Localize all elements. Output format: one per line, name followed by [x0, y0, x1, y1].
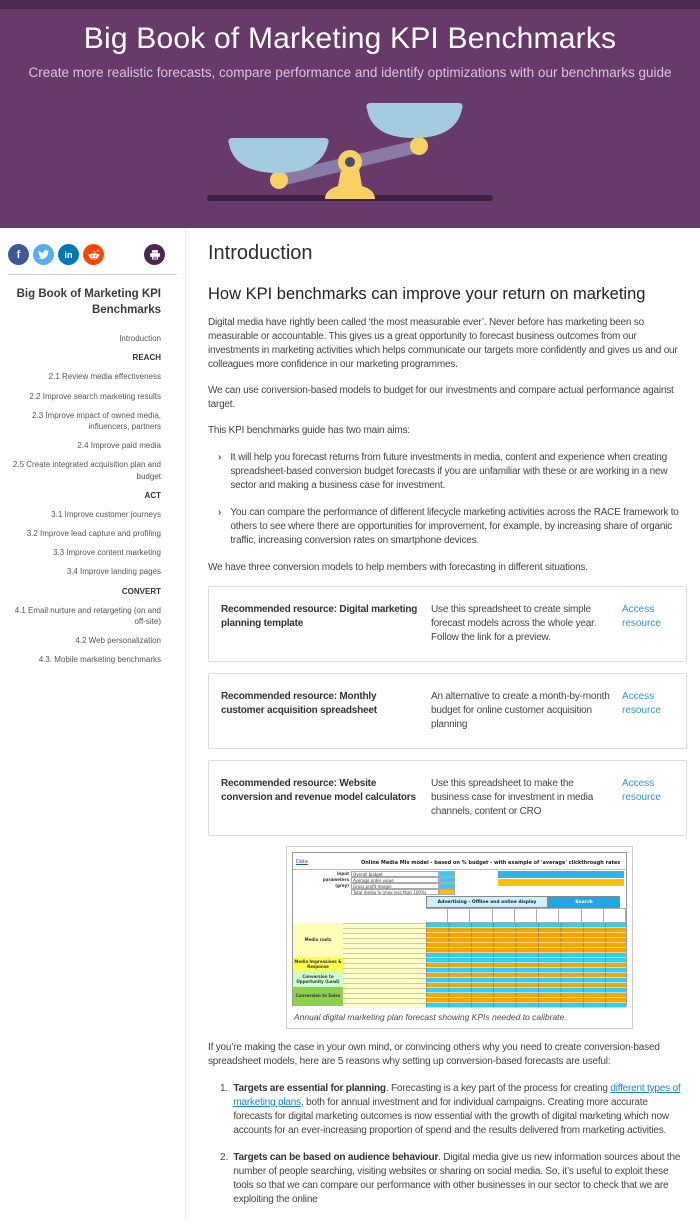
page-subtitle: Create more realistic forecasts, compare performance and identify optimizations with our benchmarks guide: [28, 65, 672, 80]
sidebar-divider: [8, 274, 177, 275]
chevron-right-icon: ›: [218, 452, 222, 463]
access-resource-link[interactable]: Access resource: [622, 691, 661, 716]
table-of-contents: [8, 333, 185, 666]
figure-caption: Annual digital marketing plan forecast showing KPIs needed to calibrate.: [294, 1012, 567, 1022]
sheet-row-labels-column: [343, 923, 426, 1008]
reasons-list: [208, 1082, 687, 1207]
content-area: [0, 228, 700, 1220]
sheet-input-parameters: Input Overall budget parameters Average order value (grey) Gross profit margin Total media % (max less than 100%): [301, 871, 626, 895]
linkedin-share-icon[interactable]: in: [58, 244, 79, 265]
share-toolbar: [8, 244, 185, 265]
paragraph-models: We can use conversion-based models to budget for our investments and compare actual performance against target.: [208, 385, 674, 410]
print-button[interactable]: [144, 244, 165, 265]
resource-description: Use this spreadsheet to create simple forecast models across the whole year. Follow the link for a preview.: [431, 604, 597, 643]
twitter-share-icon[interactable]: [33, 244, 54, 265]
chevron-right-icon: ›: [218, 507, 222, 518]
list-item: 1. Targets are essential for planning. Forecasting is a key part of the process for creating different types of marketing plans, both for annual investment and for individual campaigns. Creating more accurate forecasts for digital marketing outcomes is now essential with the growth of digital marketing which now accounts for an ever-increasing proportion of spend and the results delivered from marketing activities.: [220, 1083, 681, 1136]
reddit-share-icon[interactable]: [83, 244, 104, 265]
sheet-group-opportunity: Conversion to Opportunity (Lead): [293, 972, 343, 987]
resource-title: Recommended resource: Digital marketing planning template: [221, 604, 418, 629]
aim-item: › You can compare the performance of different lifecycle marketing activities across the RACE framework to others to see where there are opportunities for improvement, for example, by increasing share of organic traffic, increasing conversion rates on smartphone devices.: [218, 507, 679, 546]
paragraph-three-models: We have three conversion models to help members with forecasting in different situations.: [208, 562, 588, 573]
marketing-plans-link[interactable]: different types of marketing plans: [233, 1083, 681, 1108]
paragraph-aims-lead: This KPI benchmarks guide has two main aims:: [208, 425, 410, 436]
toc-section-act[interactable]: ACT: [144, 490, 161, 500]
balance-scale-illustration: [205, 96, 495, 211]
sheet-column-headers: [426, 908, 626, 923]
article-heading: Introduction: [208, 242, 313, 264]
sheet-data-link: Data: [296, 859, 308, 865]
aims-list: [208, 451, 687, 548]
resource-card-digital-planning: [208, 586, 687, 662]
toc-item-2-4[interactable]: 2.4 Improve paid media: [77, 441, 161, 451]
sheet-data-cells: [426, 923, 626, 1008]
resource-title: Recommended resource: Website conversion and revenue model calculators: [221, 778, 416, 803]
main-article: [186, 228, 700, 1220]
paragraph-five-reasons: If you’re making the case in your own mind, or convincing others why you need to create conversion-based spreadsheet models, here are 5 reasons why setting up conversion-based forecasts are useful:: [208, 1042, 660, 1067]
toc-section-reach[interactable]: REACH: [132, 353, 161, 363]
toc-section-convert[interactable]: CONVERT: [121, 586, 161, 596]
toc-item-4-2[interactable]: 4.2 Web personalization: [75, 636, 161, 646]
toc-item-4-3[interactable]: 4.3. Mobile marketing benchmarks: [38, 655, 161, 665]
media-mix-model-spreadsheet: [292, 852, 627, 1006]
access-resource-link[interactable]: Access resource: [622, 604, 661, 629]
toc-item-4-1[interactable]: 4.1 Email nurture and retargeting (on and off-site): [14, 605, 161, 627]
page-title: Big Book of Marketing KPI Benchmarks: [83, 22, 617, 55]
header-banner: [0, 0, 700, 228]
paragraph-intro: Digital media have rightly been called ‘the most measurable ever’. Never before has marketing been so measurable or accountable. This gives us a great opportunity to forecast business outcomes from our investments in marketing activities which helps communicate our targets more confidently and gives us and our colleagues more confidence in our marketing programmes.: [208, 317, 678, 370]
sheet-title: Online Media Mix model - based on % budget - with example of 'average' clickthrough rates: [361, 860, 621, 866]
facebook-share-icon[interactable]: f: [8, 244, 29, 265]
aim-item: › It will help you forecast returns from future investments in media, content and experience when creating spreadsheet-based conversion budget forecasts if you are unfamiliar with these or are working in a new sector and making a business case for investment.: [218, 452, 668, 491]
reason-bold-lead: Targets are essential for planning: [233, 1083, 386, 1094]
sidebar: [0, 228, 186, 1220]
sheet-group-sales: Conversion to Sales: [293, 987, 343, 1006]
sheet-header-search: Search: [548, 896, 620, 908]
resource-card-conversion-calculators: [208, 760, 687, 836]
sheet-note-blue: [498, 871, 624, 878]
resource-title: Recommended resource: Monthly customer acquisition spreadsheet: [221, 691, 377, 716]
reason-bold-lead: Targets can be based on audience behaviour: [233, 1152, 439, 1163]
sidebar-guide-title: Big Book of Marketing KPI Benchmarks: [16, 288, 161, 316]
header-top-strip: [0, 0, 700, 9]
toc-item-3-1[interactable]: 3.1 Improve customer journeys: [51, 509, 161, 519]
toc-item-introduction[interactable]: Introduction: [119, 334, 161, 344]
resource-card-monthly-acquisition: [208, 673, 687, 749]
list-item: 2. Targets can be based on audience behaviour. Digital media give us new information sources about the number of people searching, visiting websites or sharing on social media. So, it’s useful to exploit these tools so that we can compare our performance with other businesses in our sector to check that we are exploiting the online: [220, 1152, 681, 1205]
sheet-header-advertising: Advertising - Offline and online display: [426, 896, 548, 908]
toc-item-2-3[interactable]: 2.3 Improve impact of owned media, influencers, partners: [32, 410, 161, 431]
resource-description: An alternative to create a month-by-month budget for online customer acquisition planning: [431, 691, 610, 730]
sheet-group-impressions: Media Impressions & Response: [293, 957, 343, 972]
toc-item-2-5[interactable]: 2.5 Create integrated acquisition plan and budget: [12, 460, 161, 481]
access-resource-link[interactable]: Access resource: [622, 778, 661, 803]
toc-item-3-3[interactable]: 3.3 Improve content marketing: [52, 548, 161, 558]
resource-description: Use this spreadsheet to make the business case for investment in media channels, content or CRO: [431, 778, 594, 817]
toc-item-2-2[interactable]: 2.2 Improve search marketing results: [29, 391, 161, 401]
article-subheading: How KPI benchmarks can improve your return on marketing: [208, 285, 646, 303]
toc-item-3-4[interactable]: 3.4 Improve landing pages: [66, 567, 161, 577]
toc-item-2-1[interactable]: 2.1 Review media effectiveness: [48, 372, 161, 382]
spreadsheet-figure: [286, 846, 633, 1029]
sheet-group-media-costs: Media costs: [293, 923, 343, 957]
toc-item-3-2[interactable]: 3.2 Improve lead capture and profiling: [26, 529, 161, 539]
sheet-note-orange: [498, 879, 624, 886]
